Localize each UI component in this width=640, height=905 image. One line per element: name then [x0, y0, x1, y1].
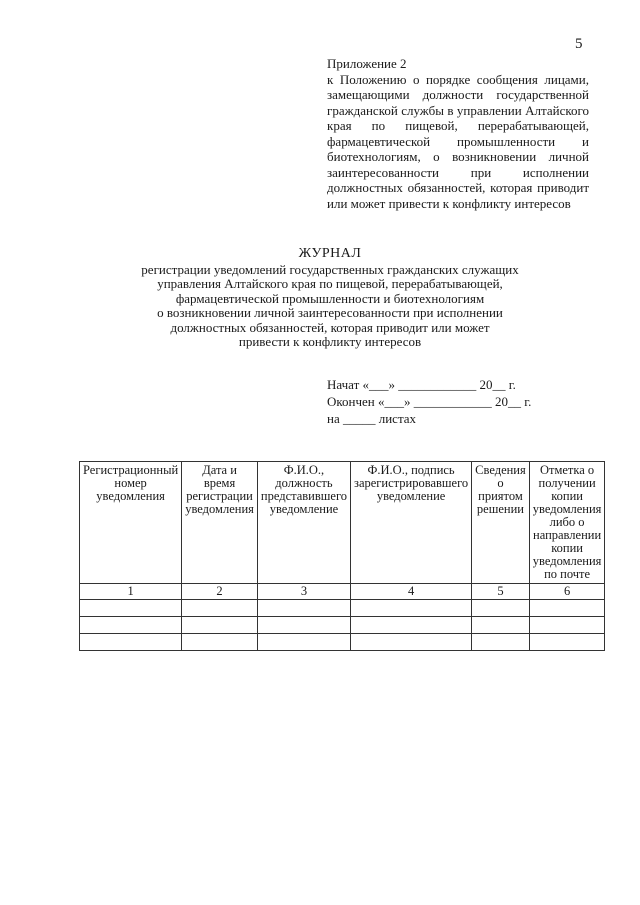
table-cell[interactable] — [351, 617, 472, 634]
journal-line: управления Алтайского края по пищевой, перерабатывающей, — [157, 276, 503, 291]
table-cell[interactable] — [182, 600, 258, 617]
table-cell[interactable] — [529, 600, 605, 617]
column-number: 1 — [80, 584, 182, 600]
header-registration-date: Дата и время регистрации уведомления — [182, 462, 258, 584]
header-registrar: Ф.И.О., подпись зарегистрировавшего уведомление — [351, 462, 472, 584]
journal-title: ЖУРНАЛ — [298, 246, 362, 261]
journal-heading — [100, 247, 560, 350]
finished-date-line: Окончен «___» ____________ 20__ г. — [327, 394, 532, 409]
header-registration-number: Регистрационный номер уведомления — [80, 462, 182, 584]
register-table — [79, 461, 605, 651]
column-number: 2 — [182, 584, 258, 600]
column-number: 5 — [472, 584, 530, 600]
page-number: 5 — [575, 36, 583, 52]
table-cell[interactable] — [182, 634, 258, 651]
table-header-row — [80, 462, 605, 584]
appendix-text: к Положению о порядке сообщения лицами, замещающими должности государственной гражданской службы в управлении Алтайского края по пищевой, перерабатывающей, фармацевтической промышленности и биотехнологиям, о возникновении личной заинтересованности при исполнении должностных обязанностей, которая приводит или может привести к конфликту интересов — [327, 71, 589, 211]
table-cell[interactable] — [529, 634, 605, 651]
appendix-block — [327, 56, 589, 211]
table-cell[interactable] — [80, 634, 182, 651]
table-row — [80, 617, 605, 634]
table-cell[interactable] — [529, 617, 605, 634]
journal-line: регистрации уведомлений государственных гражданских служащих — [141, 261, 519, 277]
table-cell[interactable] — [257, 617, 350, 634]
column-number: 4 — [351, 584, 472, 600]
sheets-count-line: на _____ листах — [327, 411, 417, 426]
table-cell[interactable] — [472, 600, 530, 617]
header-submitter: Ф.И.О., должность представившего уведомление — [257, 462, 350, 584]
table-cell[interactable] — [472, 634, 530, 651]
table-number-row — [80, 584, 605, 600]
table-cell[interactable] — [472, 617, 530, 634]
column-number: 3 — [257, 584, 350, 600]
journal-line: фармацевтической промышленности и биотехнологиям — [175, 290, 485, 306]
started-date-line: Начат «___» ____________ 20__ г. — [327, 377, 516, 392]
journal-line: должностных обязанностей, которая приводит или может — [170, 319, 490, 335]
table-cell[interactable] — [257, 634, 350, 651]
table-cell[interactable] — [80, 600, 182, 617]
table-cell[interactable] — [257, 600, 350, 617]
header-decision: Сведения о приятом решении — [472, 462, 530, 584]
journal-line: о возникновении личной заинтересованности при исполнении — [157, 305, 503, 320]
journal-dates — [327, 376, 531, 427]
table-cell[interactable] — [80, 617, 182, 634]
table-cell[interactable] — [351, 634, 472, 651]
table-row — [80, 634, 605, 651]
table-row — [80, 600, 605, 617]
journal-line: привести к конфликту интересов — [238, 334, 422, 349]
table-cell[interactable] — [351, 600, 472, 617]
table-cell[interactable] — [182, 617, 258, 634]
header-copy-receipt: Отметка о получении копии уведомления либо о направлении копии уведомления по почте — [529, 462, 605, 584]
appendix-title: Приложение 2 — [327, 56, 407, 71]
column-number: 6 — [529, 584, 605, 600]
